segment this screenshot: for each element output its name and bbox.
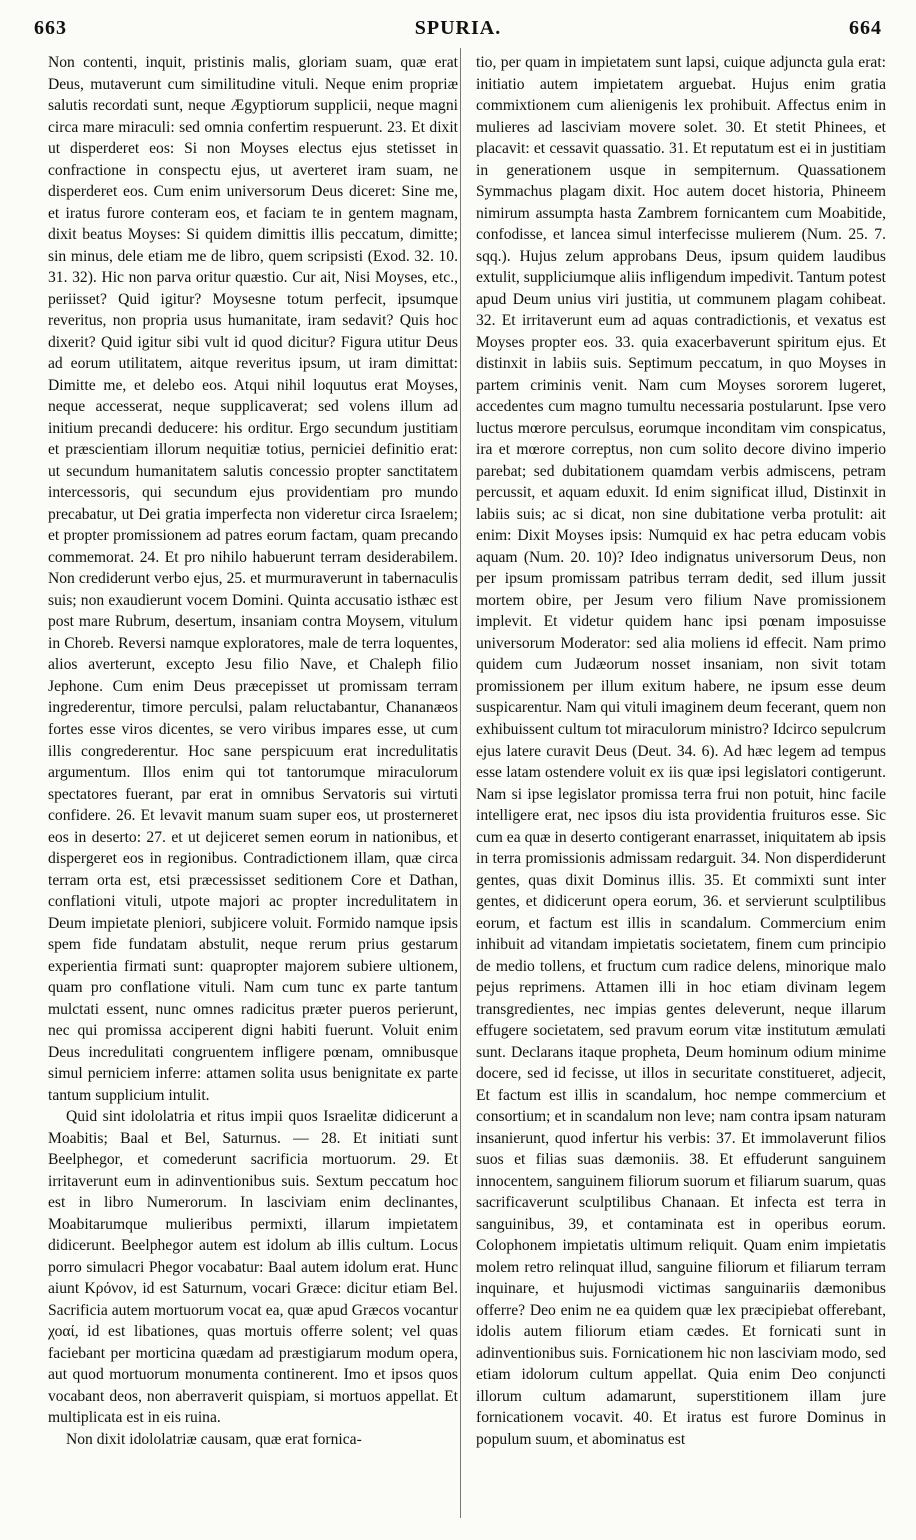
- running-header: [34, 10, 882, 40]
- left-column: [48, 52, 458, 1451]
- column-divider: [460, 48, 461, 1518]
- paragraph: tio, per quam in impietatem sunt lapsi, cuique adjuncta gula erat: initiatio autem impietatem arguebat. Hujus enim gratia commixtionem cum alienigenis lex prohibuit. Affectus enim in mulieres ad lasciviam movere solet. 30. Et stetit Phinees, et placavit: et cessavit quassatio. 31. Et reputatum est ei in justitiam in generationem usque in sempiternum. Quassationem Symmachus plagam dixit. Hoc autem docet historia, Phineem nimirum assumpta hasta Zambrem fornicantem cum Moabitide, confodisse, et lancea simul interfecisse mulierem (Num. 25. 7. sqq.). Hujus zelum approbans Deus, ipsum quidem laudibus extulit, suppliciumque aliis infligendum impedivit. Tantum potest apud Deum unius viri justitia, ut communem plagam cohibeat. 32. Et irritaverunt eum ad aquas contradictionis, et vexatus est Moyses propter eos. 33. quia exacerbaverunt spiritum ejus. Et distinxit in labiis suis. Septimum peccatum, in quo Moyses in partem criminis venit. Nam cum Moyses sororem lugeret, accedentes cum magno tumultu necessaria postularunt. Ipse vero luctus mœrore perculsus, eorumque inconditam vim conspicatus, ira et mœrore correptus, non cum solito decore divino imperio parebat; sed dubitationem quamdam verbis admiscens, petram percussit, et aquam eduxit. Id enim significat illud, Distinxit in labiis suis; ac si dicat, non sine dubitatione verba protulit: ait enim: Dixit Moyses ipsis: Numquid ex hac petra educam vobis aquam (Num. 20. 10)? Ideo indignatus universorum Deus, non per ipsum promissam patribus terram dedit, sed illum jussit mortem obire, per Jesum vero filium Nave promissionem implevit. Et videtur quidem hanc ipsi pœnam imposuisse universorum Moderator: sed alia moliens id effecit. Nam primo quidem cum Judæorum nosset insaniam, non sivit totam promissionem per illum exitum habere, ne ipsum esse deum suspicarentur. Nam qui vituli imaginem deum fecerant, quem non exhibuissent cultum tot miraculorum ministro? Idcirco sepulcrum ejus latere curavit Deus (Deut. 34. 6). Ad hæc legem ad tempus esse latam ostendere voluit ex iis quæ ipsi legislatori contigerunt. Nam si ipse legislator promissa terra frui non potuit, hinc facile intelligere erat, nec ipsos diu ista providentia fruituros esse. Sic cum ea quæ in deserto contigerant enarrasset, iniquitatem ab ipsis in terra promissionis admissam redarguit. 34. Non disperdiderunt gentes, quas dixit Dominus illis. 35. Et commixti sunt inter gentes, et didicerunt opera eorum, 36. et servierunt sculptilibus eorum, et factum est illis in scandalum. Commercium enim inhibuit ad vitandam impietatis societatem, finem cum principio de medio tollens, et fructum cum radice delens, minorique malo pejus reprimens. Attamen illi in hoc etiam divinam legem transgredientes, nec impias gentes deleverunt, neque illarum effugere societatem, sed pravum eorum vitæ institutum æmulati sunt. Declarans itaque propheta, Deum hominum odium minime docere, sed id fecisse, ut illos in securitate constitueret, adjecit, Et factum est illis in scandalum, hoc nempe commercium et consortium; et in scandalum non leve; nam contra ipsam naturam insanierunt, quod infertur his verbis: 37. Et immolaverunt filios suos et filias suas dæmoniis. 38. Et effuderunt sanguinem innocentem, sanguinem filiorum suorum et filiarum suarum, quas sacrificaverunt sculptilibus Chanaan. Et infecta est terra in sanguinibus, 39, et contaminata est in operibus eorum. Colophonem impietatis ultimum reliquit. Quam enim impietatis molem retro relinquat illud, sanguine filiorum et filiarum terram inquinare, et hujusmodi victimas sanguinariis dæmonibus offerre? Deo enim ne ea quidem quæ lex præcipiebat offerebant, idolis autem filiorum etiam cædes. Et fornicati sunt in adinventionibus suis. Fornicationem hic non lasciviam modo, sed etiam idolorum cultum appellat. Quia enim Deo conjuncti illorum cultum adamarunt, superstitionem illam jure fornicationem vocavit. 40. Et iratus est furore Dominus in populum suum, et abominatus est: [476, 54, 886, 1448]
- running-title: SPURIA.: [414, 17, 502, 39]
- right-column: [476, 52, 886, 1451]
- paragraph: Quid sint idololatria et ritus impii quos Israelitæ didicerunt a Moabitis; Baal et Bel, Saturnus. — 28. Et initiati sunt Beelphegor, et comederunt sacrificia mortuorum. 29. Et irritaverunt eum in adinventionibus suis. Sextum peccatum hoc est in libro Numerorum. In lasciviam enim declinantes, Moabitarumque mulieribus permixti, illarum impietatem didicerunt. Beelphegor autem est idolum ab illis cultum. Locus porro simulacri Phegor vocabatur: Baal autem idolum erat. Hunc aiunt Κρόνον, id est Saturnum, vocari Græce: dicitur etiam Bel. Sacrificia autem mortuorum vocat ea, quæ apud Græcos vocantur χοαί, id est libationes, quas mortuis offerre solent; vel quas faciebant per morticina quædam ad præstigiarum modum opera, aut quod mortuorum monumenta continerent. Imo et ipsos quos vocabant deos, non aberraverit quispiam, si mortuos appellat. Et multiplicata est in eis ruina.: [48, 1108, 458, 1427]
- paragraph: Non contenti, inquit, pristinis malis, gloriam suam, quæ erat Deus, mutaverunt cum similitudine vituli. Neque enim propriæ salutis recordati sunt, neque Ægyptiorum supplicii, neque magni circa mare miraculi: sed omnia confertim respuerunt. 23. Et dixit ut disperderet eos: Si non Moyses electus ejus stetisset in confractione in conspectu ejus, ut averteret iram suam, ne disperderet eos. Cum enim universorum Deus diceret: Sine me, et iratus furore conteram eos, et faciam te in gentem magnam, dixit beatus Moyses: Si quidem dimittis illis peccatum, dimitte; sin minus, dele etiam me de libro, quem scripsisti (Exod. 32. 10. 31. 32). Hic non parva oritur quæstio. Cur ait, Nisi Moyses, etc., periisset? Quid igitur? Moysesne totum perfecit, ipsumque reveritus, non propria usus humanitate, iram sedavit? Quis hoc dixerit? Quid igitur sibi vult id quod dicitur? Figura utitur Deus ad eorum utilitatem, aitque reveritus ipsum, ut iram dimittat: Dimitte me, et delebo eos. Atqui nihil loquutus erat Moyses, neque accesserat, neque supplicaverat; sed volens illum ad initium precandi deducere: his orditur. Ergo secundum justitiam et præscientiam illorum nequitiæ totius, perniciei definitio erat: ut secundum humanitatem salutis concessio propter sanctitatem intercessoris, qui secundum ejus providentiam pro mundo precabatur, ut Dei gratia imperfecta non videretur circa Israelem; et propter promissionem ad patres eorum factam, quam precando commemorat. 24. Et pro nihilo habuerunt terram desiderabilem. Non crediderunt verbo ejus, 25. et murmuraverunt in tabernaculis suis; non exaudierunt vocem Domini. Quinta accusatio isthæc est post mare Rubrum, desertum, insaniam contra Moysem, vitulum in Choreb. Reversi namque exploratores, male de terra loquentes, alios averterunt, excepto Jesu filio Nave, et Chaleph filio Jephone. Cum enim Deus præcepisset ut promissam terram ingrederentur, timore perculsi, palam reluctabantur, Chananæos fortes esse viros dicentes, se vero viribus impares esse, ut cum illis congrederentur. Hoc sane perspicuum erat incredulitatis argumentum. Illos enim qui tot tantorumque miraculorum spectatores fuerant, par erat in omnibus Servatoris sui virtuti confidere. 26. Et levavit manum suam super eos, ut prosterneret eos in deserto: 27. et ut dejiceret semen eorum in nationibus, et dispergeret eos in regionibus. Contradictionem illam, quæ circa terram orta est, etsi præcessisset seditionem Core et Dathan, conflationi vituli, utpote majori ac propter incredulitatem in Deum impietate pleniori, subjicere voluit. Formido namque ipsis spem fide fundatam abstulit, neque rerum prius gestarum experientia firmati sunt: quapropter majorem subiere ultionem, quam pro conflatione vituli. Nam cum tunc ex parte tantum mulctati essent, nunc omnes radicitus præter pueros perierunt, nec qui promissa acciperent digni habiti fuerunt. Voluit enim Deus incredulitati congruentem infligere pœnam, omnibusque simul perniciem inferre: attamen solita usus benignitate ex parte tantum supplicium intulit.: [48, 54, 458, 1104]
- paragraph: Non dixit idololatriæ causam, quæ erat fornica-: [66, 1431, 362, 1448]
- left-page-number: 663: [34, 17, 67, 39]
- right-page-number: 664: [848, 17, 882, 39]
